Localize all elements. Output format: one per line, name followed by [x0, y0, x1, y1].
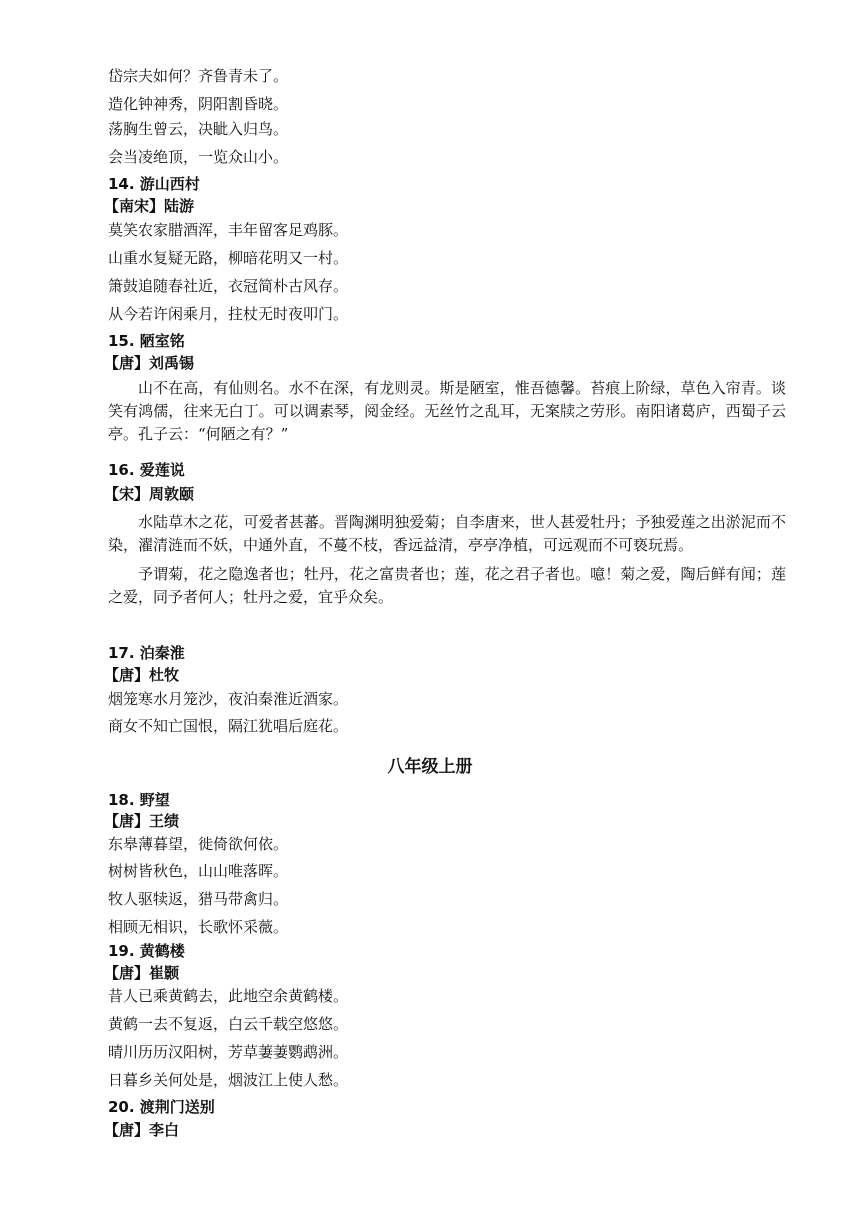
- poem-line: 昔人已乘黄鹤去，此地空余黄鹤楼。: [108, 987, 349, 1005]
- poem-line: 莫笑农家腊酒浑，丰年留客足鸡豚。: [108, 221, 349, 239]
- section-author: 【唐】崔颢: [104, 964, 180, 982]
- section-title: 15. 陋室铭: [108, 332, 185, 350]
- poem-line: 日暮乡关何处是，烟波江上使人愁。: [108, 1071, 349, 1089]
- poem-line: 荡胸生曾云，决眦入归鸟。: [108, 120, 289, 138]
- poem-line: 牧人驱犊返，猎马带禽归。: [108, 890, 289, 908]
- section-author: 【唐】王绩: [104, 812, 180, 830]
- section-title: 17. 泊秦淮: [108, 644, 185, 662]
- poem-line: 东皋薄暮望，徙倚欲何依。: [108, 835, 289, 853]
- section-title: 14. 游山西村: [108, 175, 200, 193]
- section-title: 20. 渡荆门送别: [108, 1098, 215, 1116]
- prose-paragraph: 山不在高，有仙则名。水不在深，有龙则灵。斯是陋室，惟吾德馨。苔痕上阶绿，草色入帘青。谈笑有鸿儒，往来无白丁。可以调素琴，阅金经。无丝竹之乱耳，无案牍之劳形。南阳诸葛庐，西蜀子云亭。孔子云：“何陋之有？”: [108, 379, 786, 443]
- prose-block: [108, 377, 786, 446]
- poem-line: 箫鼓追随春社近，衣冠简朴古风存。: [108, 277, 349, 295]
- poem-line: 相顾无相识，长歌怀采薇。: [108, 918, 289, 936]
- section-title: 18. 野望: [108, 791, 170, 809]
- section-author: 【唐】杜牧: [104, 666, 180, 684]
- prose-block: [108, 511, 786, 609]
- grade-heading: 八年级上册: [387, 757, 473, 777]
- poem-line: 会当凌绝顶，一览众山小。: [108, 148, 289, 166]
- poem-line: 山重水复疑无路，柳暗花明又一村。: [108, 249, 349, 267]
- poem-line: 从今若许闲乘月，拄杖无时夜叩门。: [108, 305, 349, 323]
- poem-line: 岱宗夫如何？齐鲁青未了。: [108, 67, 289, 85]
- section-title: 19. 黄鹤楼: [108, 942, 185, 960]
- prose-paragraph: 水陆草木之花，可爱者甚蕃。晋陶渊明独爱菊；自李唐来，世人甚爱牡丹；予独爱莲之出淤泥而不染，濯清涟而不妖，中通外直，不蔓不枝，香远益清，亭亭净植，可远观而不可亵玩焉。: [108, 513, 786, 554]
- section-author: 【唐】李白: [104, 1121, 180, 1139]
- section-author: 【南宋】陆游: [104, 197, 195, 215]
- section-title: 16. 爱莲说: [108, 461, 185, 479]
- poem-line: 造化钟神秀，阴阳割昏晓。: [108, 95, 289, 113]
- section-author: 【唐】刘禹锡: [104, 354, 195, 372]
- prose-paragraph: 予谓菊，花之隐逸者也；牡丹，花之富贵者也；莲，花之君子者也。噫！菊之爱，陶后鲜有闻；莲之爱，同予者何人；牡丹之爱，宜乎众矣。: [108, 565, 786, 606]
- poem-line: 晴川历历汉阳树，芳草萋萋鹦鹉洲。: [108, 1043, 349, 1061]
- poem-line: 树树皆秋色，山山唯落晖。: [108, 862, 289, 880]
- poem-line: 黄鹤一去不复返，白云千载空悠悠。: [108, 1015, 349, 1033]
- poem-line: 烟笼寒水月笼沙，夜泊秦淮近酒家。: [108, 690, 349, 708]
- section-author: 【宋】周敦颐: [104, 485, 195, 503]
- poem-line: 商女不知亡国恨，隔江犹唱后庭花。: [108, 717, 349, 735]
